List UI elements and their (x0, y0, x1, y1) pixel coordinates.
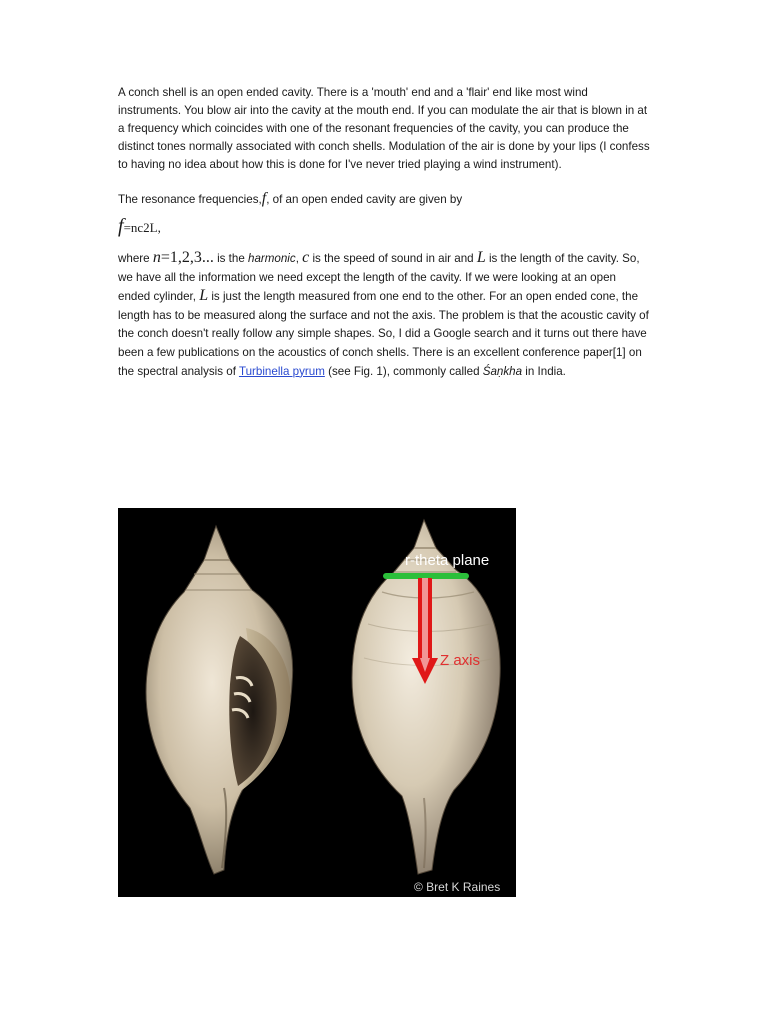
symbol-c: c (302, 249, 310, 266)
conch-shell-figure (118, 508, 516, 897)
resonance-text-after: , of an open ended cavity are given by (266, 193, 463, 206)
symbol-f: f (261, 190, 267, 207)
harmonic-values: =1,2,3... (160, 249, 214, 266)
resonance-formula (118, 217, 650, 237)
text-segment: is the (213, 252, 248, 265)
text-segment: is just the length measured from one end to the other. For an open ended cone, the length has to be measured along the surface and not the axis. The problem is that the acoustic cavity of the conch doesn't really follow any simple shapes. So, I did a Google search and it turns out there have been a few publications on the acoustics of conch shells. There is an excellent conference paper[1] on the spectral analysis of (118, 290, 649, 378)
text-segment: where (118, 252, 153, 265)
conch-shell-image (118, 508, 516, 897)
text-segment: is the length of the cavity. So, we have all the information we need except the length of the cavity. If we were looking at an open ended cylinder, (118, 252, 640, 304)
text-segment: in India. (522, 364, 566, 378)
paragraph-resonance (118, 190, 650, 209)
text-segment: , (295, 252, 303, 265)
symbol-L: L (199, 287, 209, 305)
sankha-term: Śaṇkha (482, 364, 523, 378)
text-segment: (see Fig. 1), commonly called (324, 364, 483, 378)
turbinella-pyrum-link[interactable]: Turbinella pyrum (238, 364, 325, 378)
image-credit: © Bret K Raines (414, 880, 501, 894)
body-text (118, 84, 650, 381)
left-conch-shell (146, 526, 293, 874)
symbol-L: L (476, 249, 486, 266)
text-segment: is the speed of sound in air and (309, 252, 477, 265)
paragraph-conch-intro: A conch shell is an open ended cavity. There is a 'mouth' end and a 'flair' end like most wind instruments. You blow air into the cavity at the mouth end. If you can modulate the air that is blown in at a frequency which coincides with one of the resonant frequencies of the cavity, you can produce the distinct tones normally associated with conch shells. Modulation of the air is done by your lips (I confess to having no idea about how this is done for I've never tried playing a wind instrument). (118, 86, 650, 171)
symbol-n: n (152, 249, 161, 266)
harmonic-term: harmonic (248, 252, 296, 265)
z-axis-label: Z axis (440, 652, 481, 669)
formula-rhs: =nc2L, (123, 220, 161, 235)
r-theta-plane-label: r-theta plane (405, 552, 490, 569)
formula-lhs: f (118, 215, 124, 237)
resonance-text-before: The resonance frequencies, (118, 193, 262, 206)
paragraph-cavity-length (118, 249, 650, 381)
